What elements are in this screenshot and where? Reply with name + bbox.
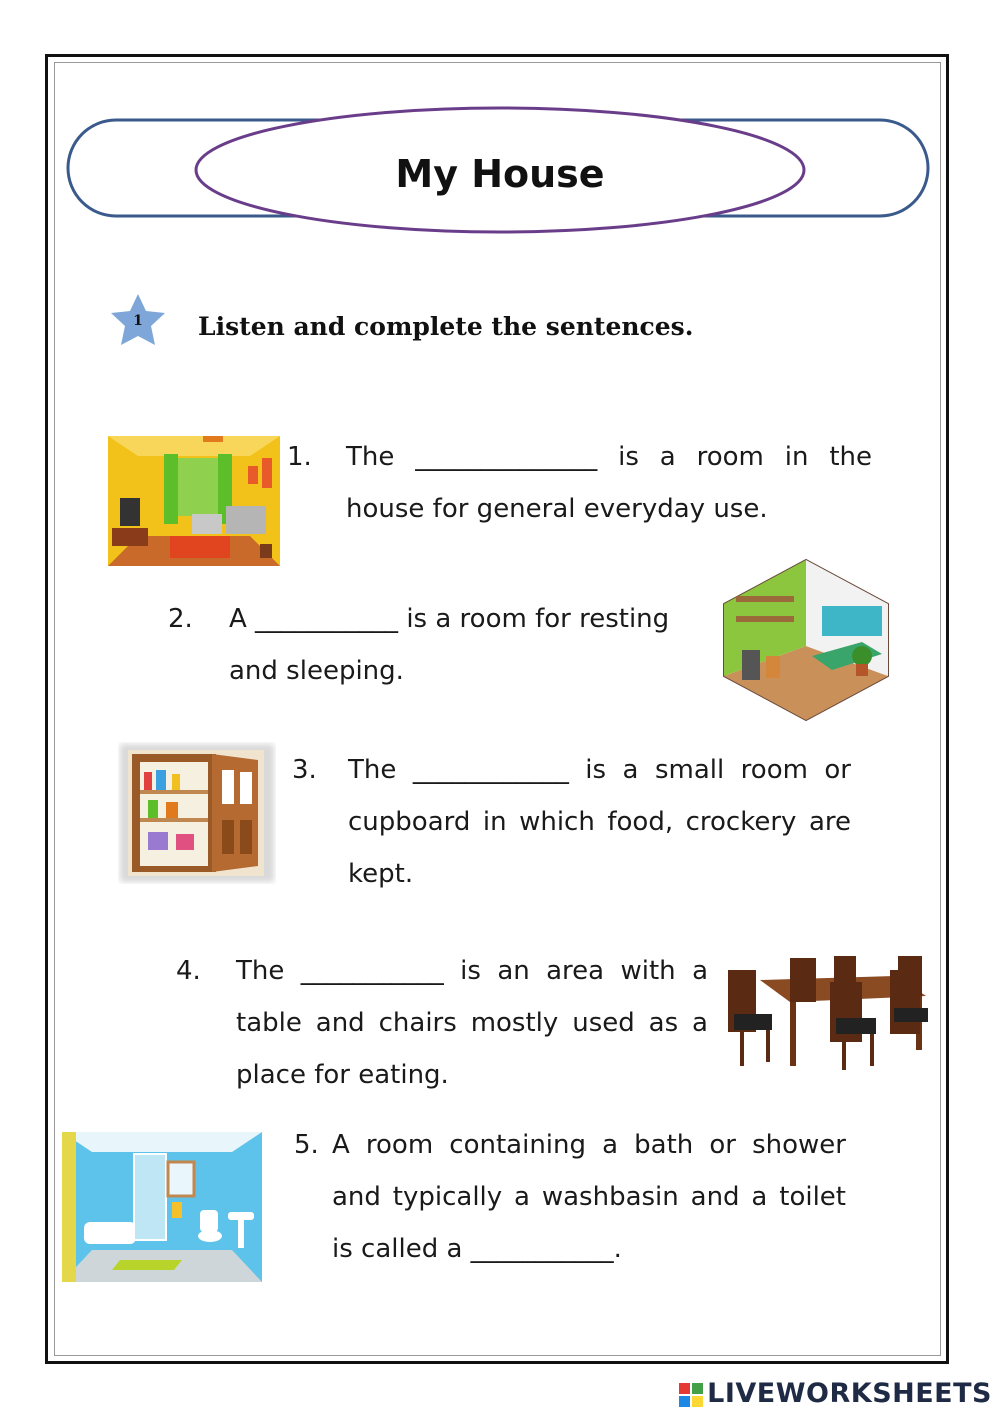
question-5-number: 5. — [294, 1130, 319, 1160]
page-title: My House — [395, 152, 605, 196]
brand-text: LIVEWORKSHEETS — [707, 1378, 992, 1409]
exercise-number: 1 — [133, 313, 143, 329]
dining-table-image — [726, 952, 930, 1074]
question-3-text: The ____________ is a small room or cupboard in which food, crockery are kept. — [348, 755, 851, 889]
question-3-number: 3. — [292, 755, 317, 785]
bathroom-image — [62, 1132, 262, 1282]
question-2-text: A ___________ is a room for resting and sleeping. — [229, 604, 670, 686]
exercise-star-icon — [108, 292, 168, 348]
pantry-image — [118, 742, 276, 884]
question-2-number: 2. — [168, 604, 193, 634]
bedroom-image — [722, 556, 890, 724]
question-1-text: The ______________ is a room in the house for general everyday use. — [346, 442, 872, 524]
question-1-number: 1. — [287, 442, 312, 472]
instruction-text: Listen and complete the sentences. — [198, 312, 694, 341]
liveworksheets-logo — [679, 1378, 992, 1409]
question-5-text: A room containing a bath or shower and typically a washbasin and a toilet is called a ___________. — [332, 1130, 846, 1264]
question-4-number: 4. — [176, 956, 201, 986]
living-room-image — [108, 436, 280, 566]
question-4-text: The ___________ is an area with a table and chairs mostly used as a place for eating. — [236, 956, 708, 1090]
liveworksheets-grid-icon — [679, 1383, 703, 1407]
